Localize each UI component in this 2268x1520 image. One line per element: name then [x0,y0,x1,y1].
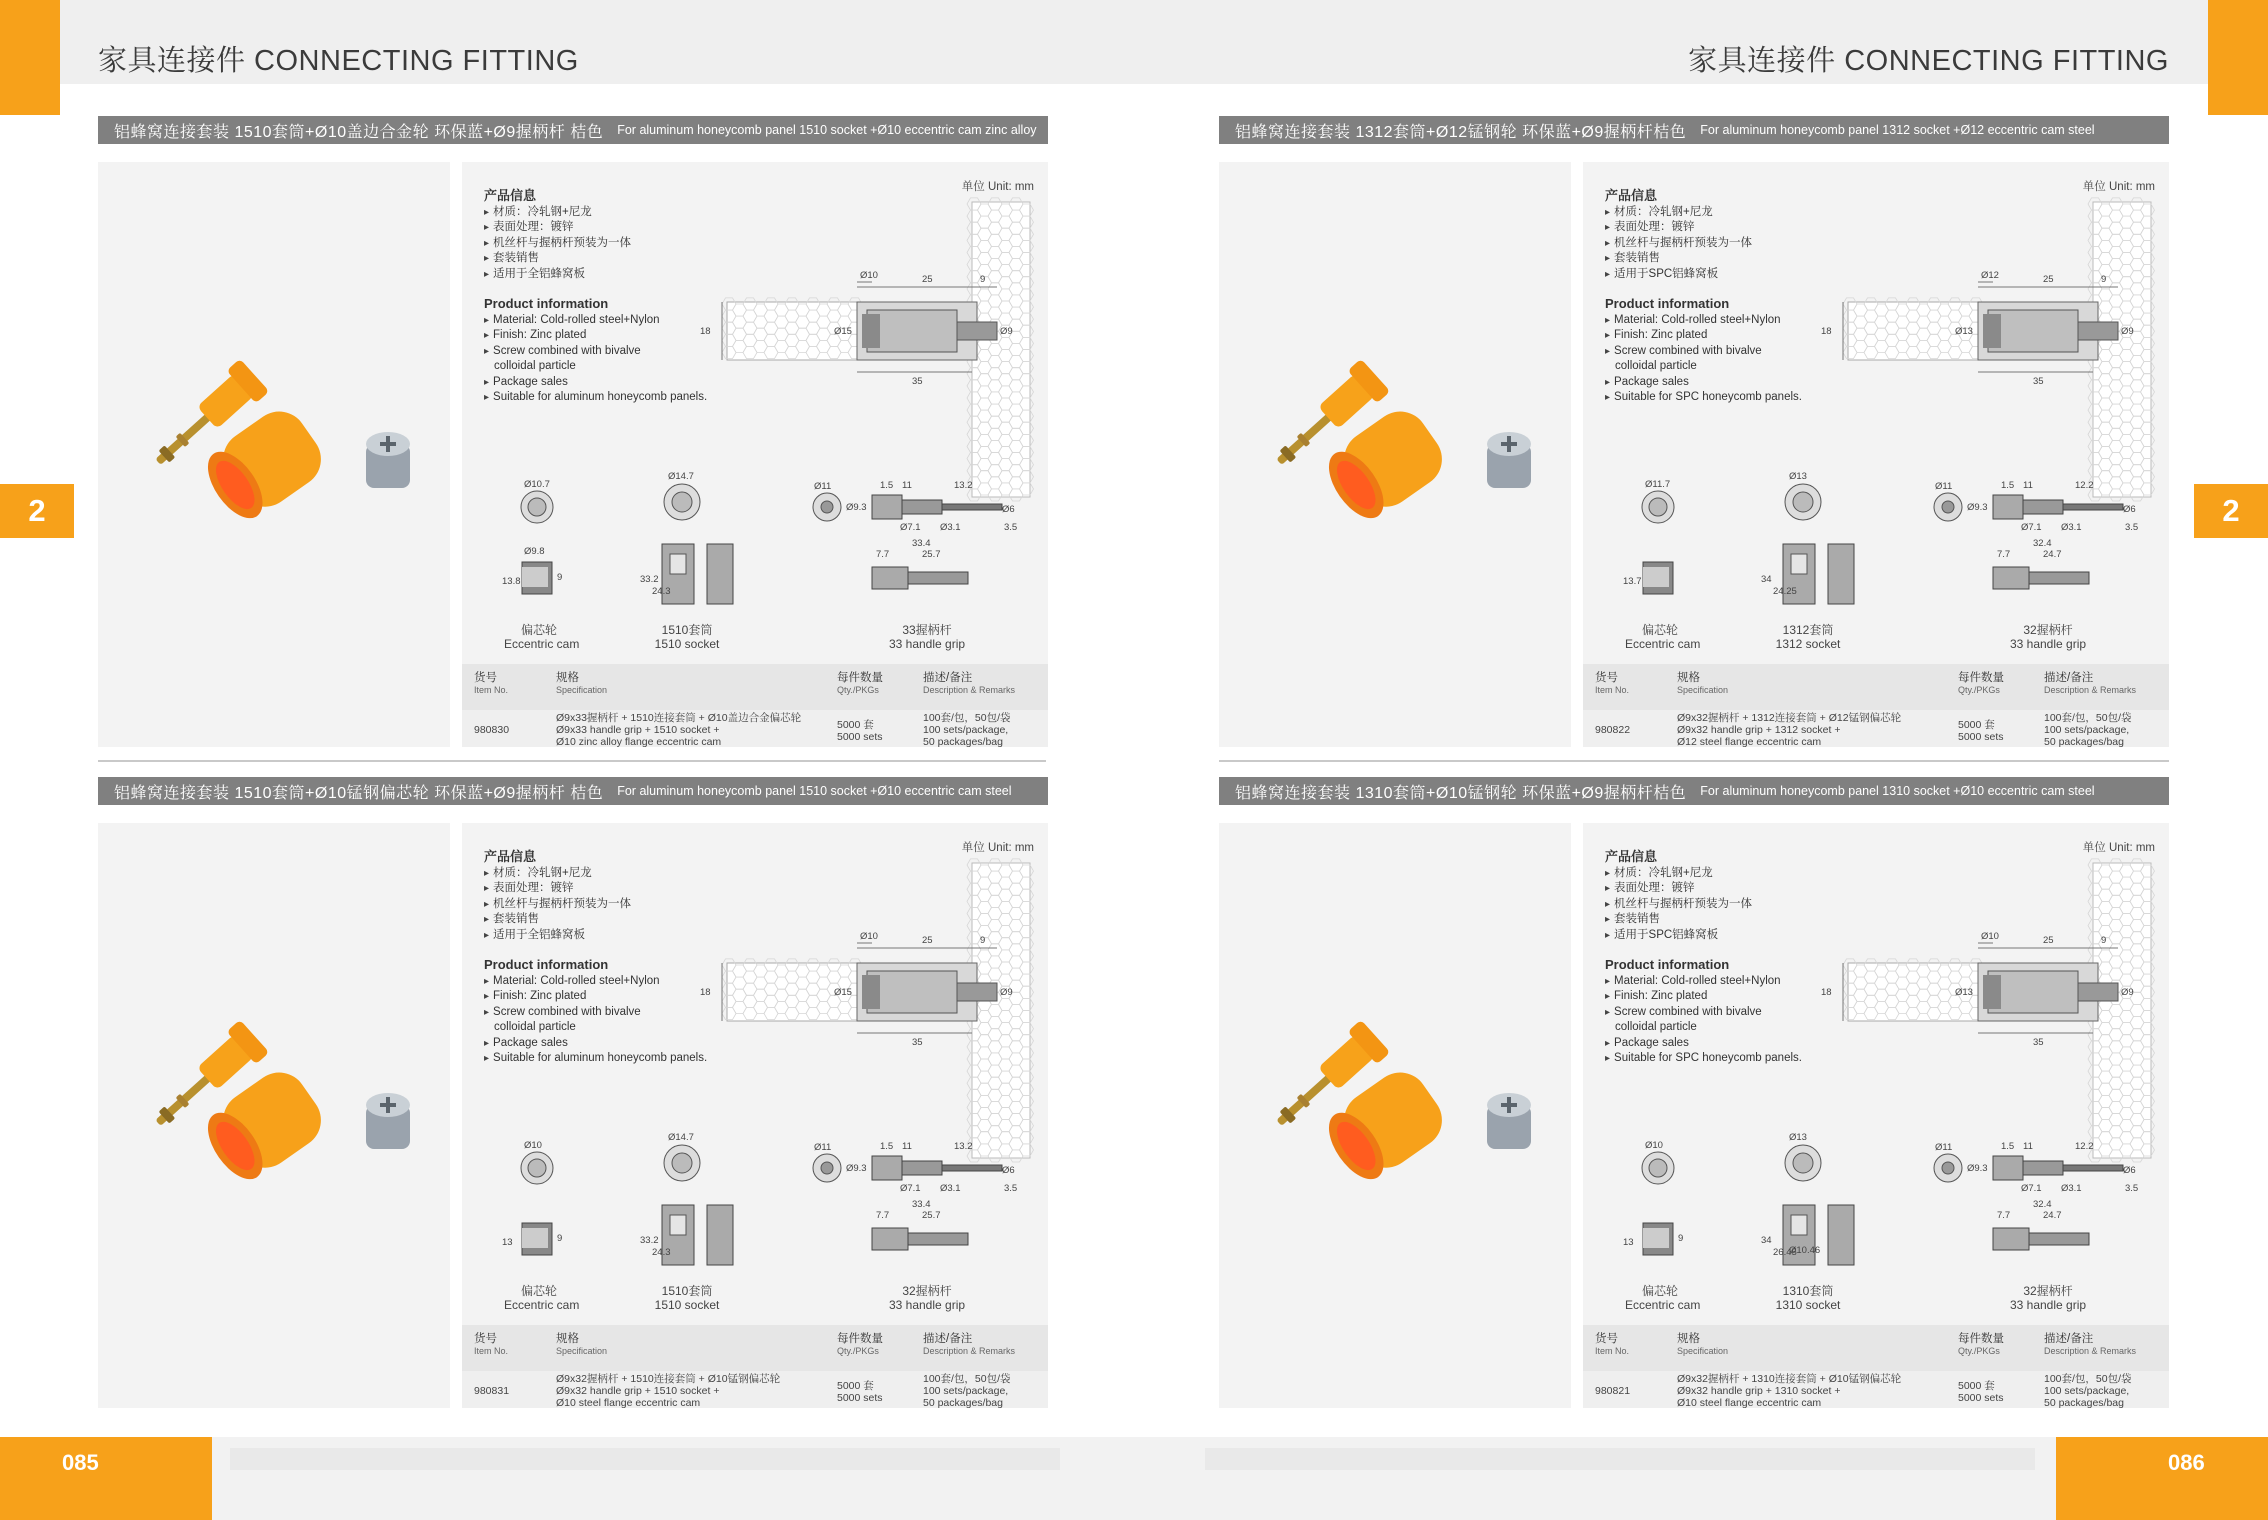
dimension-label: Ø11 [1935,1142,1953,1153]
dimension-label: 25.7 [922,1210,941,1221]
info-item-cn: ▸ 材质：冷轧钢+尼龙 [484,866,707,882]
spec-sheet [1583,823,2169,1408]
technical-drawing [1583,823,2169,1323]
dimension-label: 18 [700,326,711,337]
dimension-label: Ø9.3 [846,1163,867,1174]
dimension-label: 9 [2101,274,2107,285]
item-number: 980831 [474,1385,510,1397]
info-title-en: Product information [484,296,609,311]
part-label-socket: 1310套筒 1310 socket [1775,1284,1841,1312]
info-title-en: Product information [1605,957,1730,972]
socket-drawing [1761,1132,1854,1265]
info-item-cn: ▸ 套装销售 [1605,251,1802,267]
dimension-label: Ø7.1 [2021,1183,2042,1194]
info-item-en: colloidal particle [1615,360,1697,372]
dimension-label: 1.5 [2001,480,2015,491]
product-title-cn: 铝蜂窝连接套装 1510套筒+Ø10盖边合金轮 环保蓝+Ø9握柄杆 桔色 [114,123,604,141]
assembly-view [700,198,1034,501]
dimension-label: 32.4 [2033,1199,2052,1210]
info-item-en: ▸ Package sales [1605,375,1802,391]
dimension-label: 9 [980,274,986,285]
th-desc: 描述/备注 Description & Remarks [2044,672,2137,695]
info-title-en: Product information [1605,296,1730,311]
dimension-label: 35 [2033,1037,2044,1048]
info-item-en: ▸ Package sales [1605,1036,1802,1052]
page-number-right: 086 [2168,1450,2205,1475]
product-title-en: For aluminum honeycomb panel 1310 socket +Ø10 eccentric cam steel [1700,784,2095,798]
dimension-label: 1.5 [880,1141,894,1152]
footer-strip-left [230,1448,1060,1470]
info-title-cn: 产品信息 [484,188,537,203]
product-title-en: For aluminum honeycomb panel 1510 socket +Ø10 eccentric cam steel [617,784,1012,798]
spec-sheet [1583,162,2169,747]
info-item-cn: ▸ 表面处理：镀锌 [484,220,707,236]
unit-label: 单位 Unit: mm [2082,181,2155,193]
technical-drawing [462,162,1048,662]
th-desc: 描述/备注 Description & Remarks [2044,1333,2137,1356]
th-spec: 规格 Specification [556,672,608,695]
info-item-en: ▸ Suitable for SPC honeycomb panels. [1605,390,1802,406]
cam-drawing [502,479,562,594]
quantity: 5000 套 5000 sets [837,719,883,743]
dimension-label: 7.7 [1997,1210,2011,1221]
eccentric-cam-illustration [366,432,410,488]
dimension-label: Ø14.7 [668,1132,694,1143]
socket-drawing [640,471,733,604]
product-title-cn: 铝蜂窝连接套装 1310套筒+Ø10锰钢轮 环保蓝+Ø9握柄杆桔色 [1235,784,1687,802]
info-item-cn: ▸ 套装销售 [484,912,707,928]
dimension-label: Ø9.8 [524,546,545,557]
dimension-label: Ø11.7 [1645,479,1671,490]
technical-drawing [1583,162,2169,662]
product-title-en: For aluminum honeycomb panel 1312 socket +Ø12 eccentric cam steel [1700,123,2095,137]
dimension-label: 13.8 [502,576,521,587]
unit-label: 单位 Unit: mm [2082,842,2155,854]
dimension-label: 24.3 [652,586,671,597]
dimension-label: 9 [1678,1233,1684,1244]
specification: Ø9x32握柄杆 + 1312连接套筒 + Ø12锰钢偏芯轮 Ø9x32 handle grip + 1312 socket + Ø12 steel flange eccentric cam [1677,712,1902,748]
dimension-label: 33.2 [640,574,659,585]
th-qty: 每件数量 Qty./PKGs [1958,672,2004,695]
dimension-label: 24.3 [652,1247,671,1258]
assembly-view [700,859,1034,1162]
quantity: 5000 套 5000 sets [1958,1380,2004,1404]
info-title-cn: 产品信息 [484,849,537,864]
info-item-cn: ▸ 表面处理：镀锌 [484,881,707,897]
info-item-en: ▸ Suitable for SPC honeycomb panels. [1605,1051,1802,1067]
dimension-label: 7.7 [1997,549,2011,560]
dimension-label: Ø9 [1000,987,1013,998]
dimension-label: Ø14.7 [668,471,694,482]
product-title-bar [98,116,1048,144]
socket-drawing [640,1132,733,1265]
page-number-left: 085 [62,1450,99,1475]
dimension-label: Ø13 [1955,326,1973,337]
info-item-en: ▸ Suitable for aluminum honeycomb panels. [484,1051,707,1067]
dimension-label: 9 [557,572,563,583]
info-item-en: ▸ Finish: Zinc plated [484,989,707,1005]
th-desc: 描述/备注 Description & Remarks [923,672,1016,695]
product-photo [98,162,450,747]
product-photo [1219,162,1571,747]
dimension-label: Ø3.1 [940,522,961,533]
dimension-label: 24.25 [1773,586,1797,597]
dimension-label: 26.45 [1773,1247,1797,1258]
info-item-en: ▸ Finish: Zinc plated [1605,989,1802,1005]
dimension-label: 33.4 [912,1199,931,1210]
dimension-label: 34 [1761,1235,1772,1246]
info-item-cn: ▸ 套装销售 [1605,912,1802,928]
footer-strip-right [1205,1448,2035,1470]
th-item: 货号 Item No. [1595,672,1630,695]
product-illustration [1219,162,1571,747]
info-item-en: colloidal particle [1615,1021,1697,1033]
cam-drawing [1623,479,1674,594]
technical-drawing [462,823,1048,1323]
info-item-en: colloidal particle [494,1021,576,1033]
unit-label: 单位 Unit: mm [961,181,1034,193]
info-title-cn: 产品信息 [1605,188,1658,203]
dimension-label: Ø7.1 [2021,522,2042,533]
dimension-label: 1.5 [880,480,894,491]
dimension-label: 9 [2101,935,2107,946]
th-item: 货号 Item No. [1595,1333,1630,1356]
info-item-cn: ▸ 机丝杆与握柄杆预装为一体 [484,897,707,913]
dimension-label: Ø11 [814,1142,832,1153]
dimension-label: Ø12 [1981,270,1999,281]
dimension-label: 12.2 [2075,480,2094,491]
dimension-label: Ø6 [2123,504,2136,515]
item-number: 980821 [1595,1385,1631,1397]
part-label-socket: 1510套筒 1510 socket [654,623,720,651]
dimension-label: Ø3.1 [2061,522,2082,533]
dimension-label: Ø9.3 [846,502,867,513]
assembly-view [1821,198,2155,501]
info-item-cn: ▸ 材质：冷轧钢+尼龙 [484,205,707,221]
dimension-label: Ø3.1 [2061,1183,2082,1194]
section-tab-right: 2 [2194,484,2268,538]
socket-drawing [1761,471,1854,604]
dimension-label: 7.7 [876,549,890,560]
part-label-grip: 32握柄杆 33 handle grip [888,1284,966,1312]
product-title-cn: 铝蜂窝连接套装 1312套筒+Ø12锰钢轮 环保蓝+Ø9握柄杆桔色 [1235,123,1687,141]
part-label-grip: 32握柄杆 33 handle grip [2009,1284,2087,1312]
footer-tab-left [0,1437,212,1520]
corner-accent-right [2208,0,2268,115]
part-label-cam: 偏芯轮 Eccentric cam [1625,623,1701,651]
cam-drawing [1623,1140,1683,1255]
specification: Ø9x33握柄杆 + 1510连接套筒 + Ø10盖边合金偏芯轮 Ø9x33 handle grip + 1510 socket + Ø10 zinc alloy flange eccentric cam [556,712,802,748]
dimension-label: Ø11 [814,481,832,492]
eccentric-cam-illustration [1487,432,1531,488]
corner-accent-left [0,0,60,115]
dimension-label: 18 [700,987,711,998]
dimension-label: Ø15 [834,987,852,998]
info-item-cn: ▸ 表面处理：镀锌 [1605,220,1802,236]
dimension-label: 3.5 [1004,1183,1018,1194]
dimension-label: 9 [557,1233,563,1244]
item-number: 980822 [1595,724,1631,736]
dimension-label: Ø10 [524,1140,542,1151]
part-label-socket: 1312套筒 1312 socket [1775,623,1841,651]
info-item-en: ▸ Screw combined with bivalve [1605,1005,1802,1021]
dimension-label: Ø7.1 [900,1183,921,1194]
description: 100套/包，50包/袋 100 sets/package, 50 packages/bag [923,1373,1011,1409]
info-item-en: ▸ Suitable for aluminum honeycomb panels. [484,390,707,406]
dimension-label: 25 [2043,274,2054,285]
part-label-socket: 1510套筒 1510 socket [654,1284,720,1312]
part-label-grip: 32握柄杆 33 handle grip [2009,623,2087,651]
dimension-label: 12.2 [2075,1141,2094,1152]
spec-table [1583,1325,2169,1408]
dimension-label: 13.7 [1623,576,1642,587]
assembly-view [1821,859,2155,1162]
dimension-label: 3.5 [1004,522,1018,533]
info-item-cn: ▸ 机丝杆与握柄杆预装为一体 [1605,236,1802,252]
quantity: 5000 套 5000 sets [1958,719,2004,743]
info-item-en: ▸ Package sales [484,375,707,391]
info-title-cn: 产品信息 [1605,849,1658,864]
dimension-label: 11 [902,480,912,491]
info-item-cn: ▸ 适用于全铝蜂窝板 [484,267,707,283]
dimension-label: 24.7 [2043,1210,2062,1221]
item-number: 980830 [474,724,510,736]
dimension-label: 35 [2033,376,2044,387]
dimension-label: 25.7 [922,549,941,560]
part-label-cam: 偏芯轮 Eccentric cam [504,623,580,651]
product-illustration [1219,823,1571,1408]
info-item-en: ▸ Material: Cold-rolled steel+Nylon [1605,313,1802,329]
part-label-grip: 33握柄杆 33 handle grip [888,623,966,651]
dimension-label: Ø13 [1955,987,1973,998]
dimension-label: Ø11 [1935,481,1953,492]
dimension-label: Ø6 [1002,1165,1015,1176]
dimension-label: Ø6 [2123,1165,2136,1176]
info-item-en: ▸ Material: Cold-rolled steel+Nylon [484,313,707,329]
info-item-cn: ▸ 材质：冷轧钢+尼龙 [1605,205,1802,221]
info-item-cn: ▸ 机丝杆与握柄杆预装为一体 [484,236,707,252]
spec-table [462,664,1048,747]
th-desc: 描述/备注 Description & Remarks [923,1333,1016,1356]
dimension-label: 11 [2023,1141,2033,1152]
info-item-cn: ▸ 适用于SPC铝蜂窝板 [1605,267,1802,283]
product-title-bar [1219,116,2169,144]
info-item-en: ▸ Finish: Zinc plated [1605,328,1802,344]
part-label-cam: 偏芯轮 Eccentric cam [1625,1284,1701,1312]
th-item: 货号 Item No. [474,1333,509,1356]
dimension-label: Ø10.46 [1789,1245,1821,1256]
info-item-en: ▸ Material: Cold-rolled steel+Nylon [484,974,707,990]
spec-sheet [462,162,1048,747]
th-spec: 规格 Specification [556,1333,608,1356]
product-title-bar [98,777,1048,805]
dimension-label: 33.2 [640,1235,659,1246]
info-item-cn: ▸ 适用于SPC铝蜂窝板 [1605,928,1802,944]
product-illustration [98,823,450,1408]
dimension-label: 25 [922,274,933,285]
info-item-en: ▸ Screw combined with bivalve [484,344,707,360]
specification: Ø9x32握柄杆 + 1510连接套筒 + Ø10锰钢偏芯轮 Ø9x32 handle grip + 1510 socket + Ø10 steel flange eccentric cam [556,1373,781,1409]
unit-label: 单位 Unit: mm [961,842,1034,854]
info-item-cn: ▸ 适用于全铝蜂窝板 [484,928,707,944]
info-title-en: Product information [484,957,609,972]
dimension-label: Ø9.3 [1967,502,1988,513]
info-item-cn: ▸ 表面处理：镀锌 [1605,881,1802,897]
spec-sheet [462,823,1048,1408]
th-spec: 规格 Specification [1677,672,1729,695]
dimension-label: 34 [1761,574,1772,585]
product-photo [1219,823,1571,1408]
info-item-en: ▸ Screw combined with bivalve [1605,344,1802,360]
dimension-label: 11 [902,1141,912,1152]
dimension-label: 25 [922,935,933,946]
description: 100套/包，50包/袋 100 sets/package, 50 packages/bag [2044,712,2132,748]
footer-tab-right [2056,1437,2268,1520]
dimension-label: Ø3.1 [940,1183,961,1194]
product-title-cn: 铝蜂窝连接套装 1510套筒+Ø10锰钢偏芯轮 环保蓝+Ø9握柄杆 桔色 [114,784,604,802]
product-photo [98,823,450,1408]
dimension-label: 32.4 [2033,538,2052,549]
info-item-en: ▸ Material: Cold-rolled steel+Nylon [1605,974,1802,990]
dimension-label: 9 [980,935,986,946]
section-tab-left: 2 [0,484,74,538]
dimension-label: Ø9.3 [1967,1163,1988,1174]
dimension-label: 13 [1623,1237,1634,1248]
info-item-cn: ▸ 套装销售 [484,251,707,267]
info-item-en: ▸ Screw combined with bivalve [484,1005,707,1021]
dimension-label: Ø10 [860,270,878,281]
dimension-label: Ø13 [1789,1132,1807,1143]
info-item-en: colloidal particle [494,360,576,372]
eccentric-cam-illustration [1487,1093,1531,1149]
dimension-label: 13.2 [954,480,973,491]
dimension-label: 18 [1821,326,1832,337]
page-title-right: 家具连接件 CONNECTING FITTING [1688,45,2169,77]
dimension-label: 11 [2023,480,2033,491]
dimension-label: 18 [1821,987,1832,998]
page-title-left: 家具连接件 CONNECTING FITTING [98,45,579,77]
info-item-cn: ▸ 材质：冷轧钢+尼龙 [1605,866,1802,882]
cam-drawing [502,1140,562,1255]
dimension-label: Ø7.1 [900,522,921,533]
product-title-bar [1219,777,2169,805]
dimension-label: 13 [502,1237,513,1248]
info-item-en: ▸ Package sales [484,1036,707,1052]
dimension-label: Ø10.7 [524,479,550,490]
dimension-label: 25 [2043,935,2054,946]
product-illustration [98,162,450,747]
part-label-cam: 偏芯轮 Eccentric cam [504,1284,580,1312]
dimension-label: 7.7 [876,1210,890,1221]
th-qty: 每件数量 Qty./PKGs [837,1333,883,1356]
dimension-label: Ø13 [1789,471,1807,482]
dimension-label: Ø15 [834,326,852,337]
th-item: 货号 Item No. [474,672,509,695]
th-qty: 每件数量 Qty./PKGs [1958,1333,2004,1356]
th-qty: 每件数量 Qty./PKGs [837,672,883,695]
product-title-en: For aluminum honeycomb panel 1510 socket +Ø10 eccentric cam zinc alloy [617,123,1037,137]
divider-right [1219,760,2169,762]
dimension-label: 3.5 [2125,522,2139,533]
th-spec: 规格 Specification [1677,1333,1729,1356]
dimension-label: 24.7 [2043,549,2062,560]
dimension-label: Ø9 [2121,326,2134,337]
dimension-label: 35 [912,376,923,387]
dimension-label: 35 [912,1037,923,1048]
dimension-label: Ø9 [2121,987,2134,998]
dimension-label: Ø10 [1645,1140,1663,1151]
description: 100套/包，50包/袋 100 sets/package, 50 packages/bag [2044,1373,2132,1409]
dimension-label: 3.5 [2125,1183,2139,1194]
info-item-en: ▸ Finish: Zinc plated [484,328,707,344]
info-item-cn: ▸ 机丝杆与握柄杆预装为一体 [1605,897,1802,913]
dimension-label: 33.4 [912,538,931,549]
eccentric-cam-illustration [366,1093,410,1149]
dimension-label: 13.2 [954,1141,973,1152]
spec-table [1583,664,2169,747]
spec-table [462,1325,1048,1408]
description: 100套/包，50包/袋 100 sets/package, 50 packages/bag [923,712,1011,748]
quantity: 5000 套 5000 sets [837,1380,883,1404]
dimension-label: Ø10 [1981,931,1999,942]
dimension-label: Ø6 [1002,504,1015,515]
divider-left [98,760,1046,762]
dimension-label: Ø10 [860,931,878,942]
specification: Ø9x32握柄杆 + 1310连接套筒 + Ø10锰钢偏芯轮 Ø9x32 handle grip + 1310 socket + Ø10 steel flange eccentric cam [1677,1373,1902,1409]
dimension-label: 1.5 [2001,1141,2015,1152]
dimension-label: Ø9 [1000,326,1013,337]
